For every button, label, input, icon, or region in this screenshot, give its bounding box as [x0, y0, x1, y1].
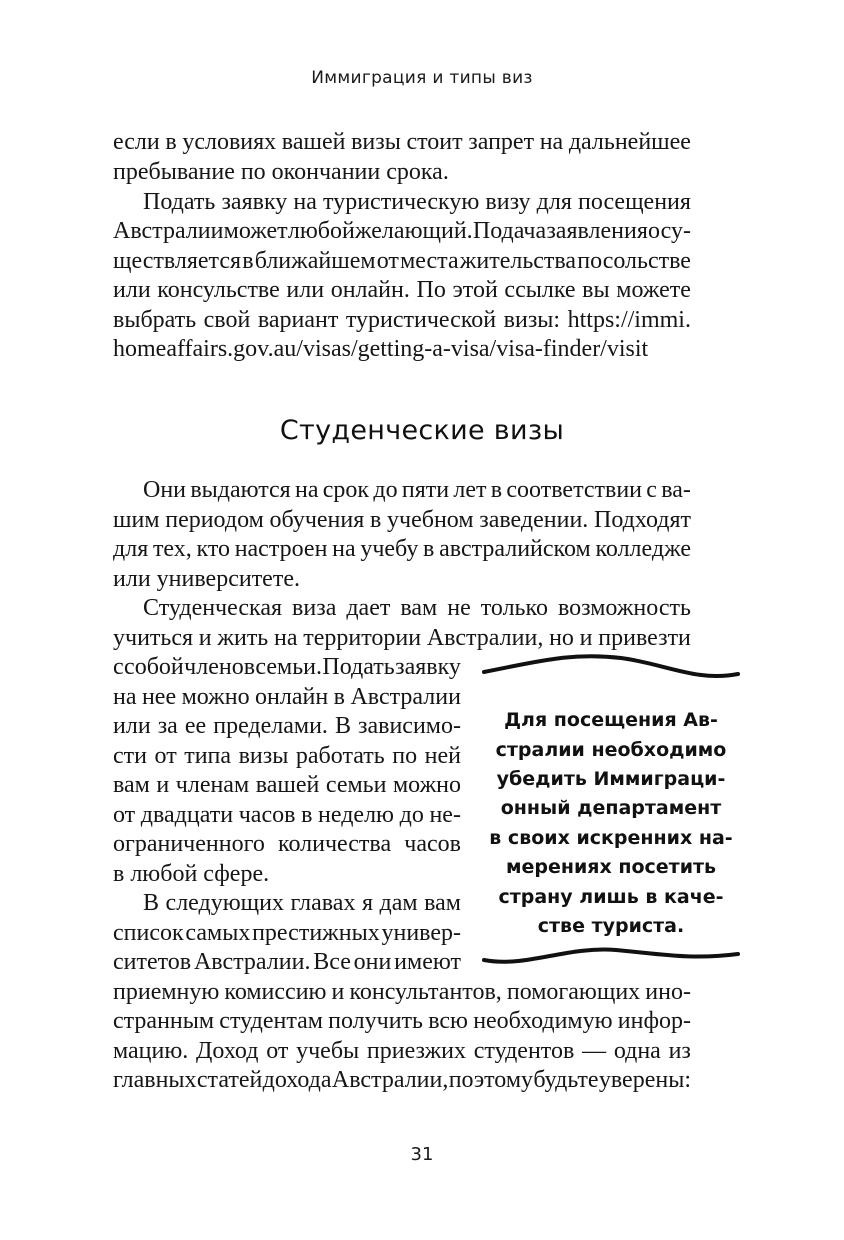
body-text-line: Подать заявку на туристическую визу для посещения	[143, 189, 691, 215]
pull-quote-line: стве туриста.	[537, 915, 685, 937]
body-text-line: пребывание по окончании срока.	[113, 159, 449, 185]
body-text-line: или консульстве или онлайн. По этой ссылке вы можете	[113, 277, 691, 303]
body-text-line: или за ее пределами. В зависимо-	[113, 713, 461, 739]
body-text-line: учиться и жить на территории Австралии, но и привезти	[113, 625, 691, 651]
wavy-rule-top	[476, 648, 746, 688]
body-text-line: для тех, кто настроен на учебу в австралийском колледже	[113, 536, 691, 562]
wavy-rule-bottom	[476, 938, 746, 978]
body-text-line: вам и членам вашей семьи можно	[113, 772, 461, 798]
pull-quote-line: страну лишь в каче-	[498, 886, 724, 908]
body-text-line: приемную комиссию и консультантов, помогающих ино-	[113, 979, 691, 1005]
body-text-line: мацию. Доход от учебы приезжих студентов — одна из	[113, 1038, 691, 1064]
pull-quote-line: стралии необходимо	[495, 739, 727, 761]
body-text-line: Австралии может любой желающий. Подача заявления осу-	[113, 218, 691, 244]
body-text-line: на нее можно онлайн в Австралии	[113, 684, 461, 710]
section-heading: Студенческие визы	[279, 415, 565, 446]
pull-quote-line: мерениях посетить	[505, 856, 717, 878]
pull-quote-line: онный департамент	[500, 797, 722, 819]
body-text-line: В следующих главах я дам вам	[143, 890, 461, 916]
body-text-line: если в условиях вашей визы стоит запрет на дальнейшее	[113, 129, 691, 155]
body-text-line: сти от типа визы работать по ней	[113, 743, 461, 769]
body-text-line: шим периодом обучения в учебном заведении. Подходят	[113, 507, 691, 533]
body-text-line: или университете.	[113, 566, 300, 592]
body-text-line: ограниченного количества часов	[113, 831, 461, 857]
body-text-line: Студенческая виза дает вам не только возможность	[143, 595, 691, 621]
running-head: Иммиграция и типы виз	[311, 68, 533, 88]
body-text-line: ситетов Австралии. Все они имеют	[113, 949, 461, 975]
body-text-line: список самых престижных универ-	[113, 920, 461, 946]
body-text-line: главных статей дохода Австралии, поэтому будьте уверены:	[113, 1067, 691, 1093]
body-text-line: в любой сфере.	[113, 861, 270, 887]
page-number: 31	[410, 1144, 434, 1165]
body-text-line: с собой членов семьи. Подать заявку	[113, 654, 461, 680]
body-text-line: странным студентам получить всю необходимую инфор-	[113, 1008, 691, 1034]
pull-quote-line: Для посещения Ав-	[504, 709, 718, 731]
body-text-line: от двадцати часов в неделю до не-	[113, 802, 461, 828]
body-text-line: выбрать свой вариант туристической визы: https://immi.	[113, 307, 691, 333]
body-text-line: ществляется в ближайшем от места жительства посольстве	[113, 248, 691, 274]
pull-quote-line: в своих искренних на-	[489, 827, 733, 849]
body-text-line: Они выдаются на срок до пяти лет в соответствии с ва-	[143, 477, 691, 503]
pull-quote	[476, 648, 746, 978]
body-text-line: homeaffairs.gov.au/visas/getting-a-visa/visa-finder/visit	[113, 336, 649, 362]
pull-quote-line: убедить Иммиграци-	[496, 768, 726, 790]
